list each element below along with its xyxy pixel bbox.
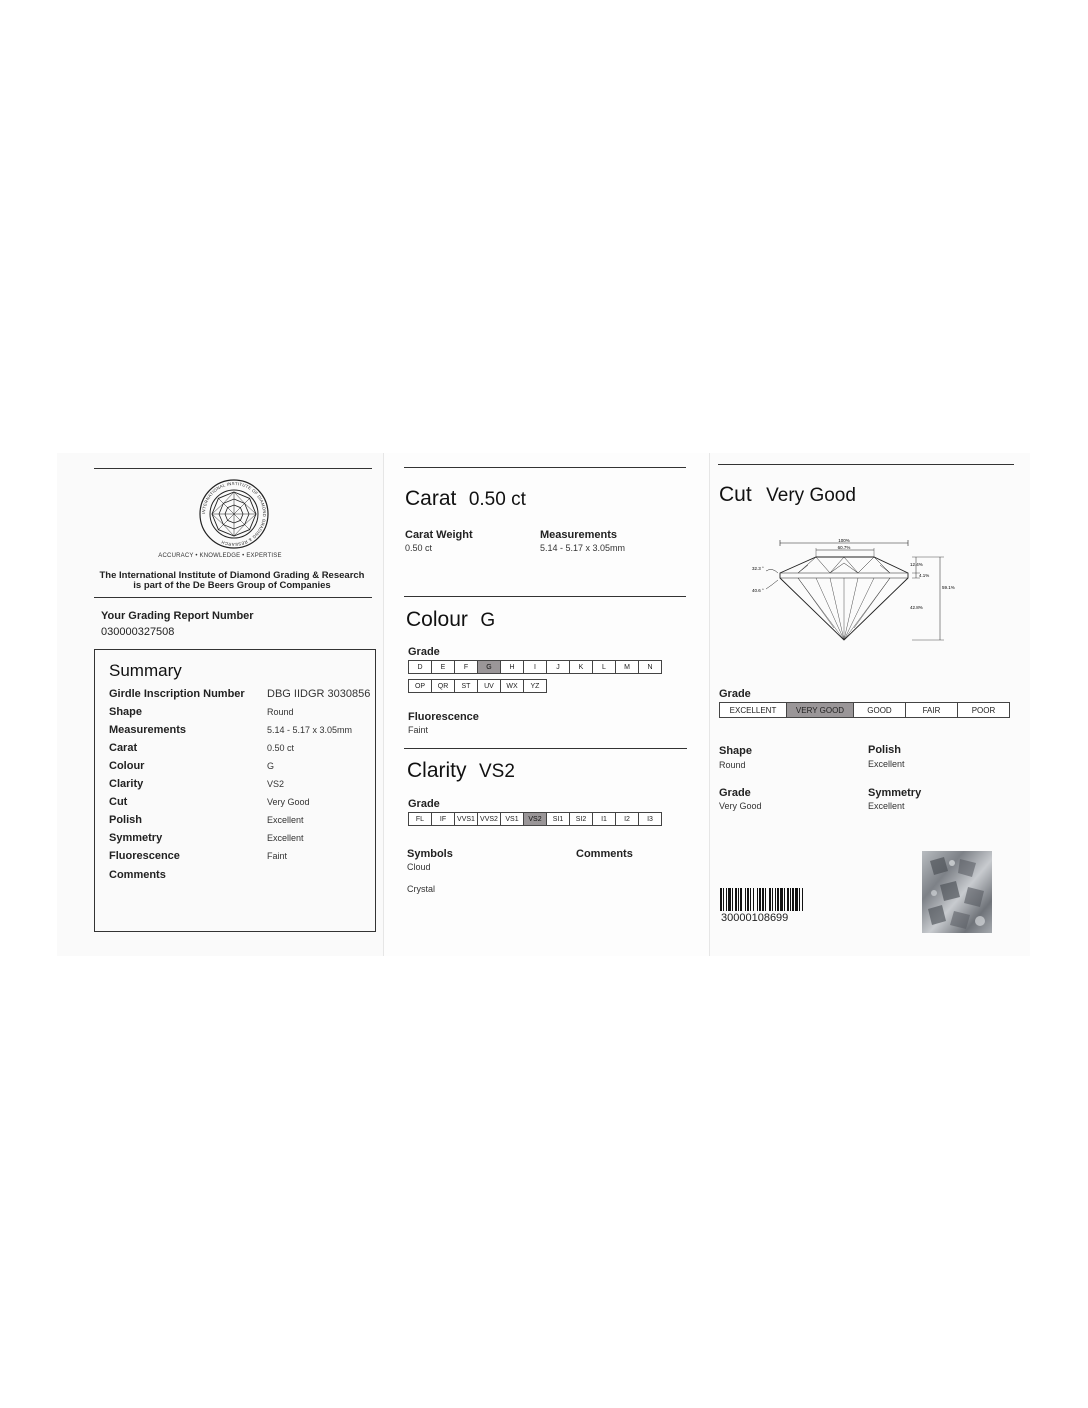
summary-row: Fluorescence Faint	[109, 850, 288, 862]
barcode-bar	[777, 888, 779, 911]
cut-heading: Cut Very Good	[719, 483, 856, 506]
cut-grade-label: Grade	[719, 688, 751, 700]
cut-scale-cell: VERY GOOD	[786, 702, 854, 718]
carat-heading: Carat 0.50 ct	[405, 487, 526, 510]
cut-scale-cell: EXCELLENT	[719, 702, 787, 718]
top-rule	[94, 468, 372, 469]
barcode-bar	[750, 888, 751, 911]
colour-scale-cell: UV	[477, 679, 501, 693]
barcode-bar	[787, 888, 789, 911]
barcode-bar	[765, 888, 766, 911]
institute-line1: The International Institute of Diamond Grading & Research	[99, 570, 365, 581]
colour-heading: Colour G	[406, 608, 496, 631]
fluorescence-value: Faint	[408, 725, 429, 735]
colour-scale-row1	[408, 660, 661, 674]
barcode-bar	[790, 888, 791, 911]
barcode-bar	[784, 888, 785, 911]
colour-scale-row2	[408, 679, 546, 693]
summary-row: Shape Round	[109, 706, 294, 718]
girdle-label: 4.1%	[919, 573, 930, 578]
colour-scale-cell: WX	[500, 679, 524, 693]
summary-row: Comments	[109, 869, 166, 881]
clarity-scale-cell: I3	[638, 812, 662, 826]
institute-rule	[94, 597, 372, 598]
barcode-bar	[732, 888, 733, 911]
top-rule	[718, 464, 1014, 465]
symbol-cloud: Cloud	[407, 862, 431, 872]
barcode-bar	[775, 888, 776, 911]
barcode-bar	[738, 888, 739, 911]
shape-label: Shape	[719, 745, 753, 757]
colour-scale-cell: F	[454, 660, 478, 674]
carat-weight-label: Carat Weight	[405, 529, 473, 541]
colour-scale-cell: H	[500, 660, 524, 674]
pavilion-depth-label: 42.8%	[910, 605, 923, 610]
barcode-bar	[762, 888, 764, 911]
colour-scale-cell: YZ	[523, 679, 547, 693]
summary-row: Clarity VS2	[109, 778, 285, 790]
barcode-bar	[795, 888, 798, 911]
report-number: 030000327508	[101, 626, 175, 638]
grade2-label: Grade	[719, 787, 751, 799]
barcode-bar	[799, 888, 800, 911]
clarity-comments-label: Comments	[576, 848, 633, 860]
polish-label: Polish	[868, 744, 902, 756]
colour-scale-cell: M	[615, 660, 639, 674]
colour-scale-cell: QR	[431, 679, 455, 693]
clarity-scale-cell: VS1	[500, 812, 524, 826]
panel-institute-summary	[57, 453, 383, 956]
table-inner-label: 60.7%	[837, 545, 851, 550]
panel-carat-colour-clarity	[383, 453, 709, 956]
colour-scale-cell: J	[546, 660, 570, 674]
shape-value: Round	[719, 760, 746, 770]
barcode-bar	[720, 888, 722, 911]
summary-box	[94, 649, 376, 932]
crown-angle-label: 32.3 °	[752, 566, 764, 571]
iidgr-seal-icon	[199, 479, 269, 549]
colour-scale-cell: N	[638, 660, 662, 674]
seal-text: INTERNATIONAL INSTITUTE OF DIAMOND GRADING & RESEARCH	[200, 480, 268, 548]
clarity-scale-cell: VVS2	[477, 812, 501, 826]
measurements-label: Measurements	[540, 529, 618, 541]
colour-scale-cell: K	[569, 660, 593, 674]
measurements-value: 5.14 - 5.17 x 3.05mm	[540, 543, 626, 553]
panel-cut	[709, 453, 1030, 956]
summary-row: Carat 0.50 ct	[109, 742, 295, 754]
summary-row: Girdle Inscription Number DBG IIDGR 3030856	[109, 688, 371, 700]
pavilion-angle-label: 40.6 °	[752, 588, 764, 593]
clarity-scale-cell: SI1	[546, 812, 570, 826]
barcode-bar	[740, 888, 742, 911]
clarity-scale-cell: IF	[431, 812, 455, 826]
barcode-bar	[759, 888, 761, 911]
clarity-scale-cell: VS2	[523, 812, 547, 826]
symbol-crystal: Crystal	[407, 884, 436, 894]
colour-grade-label: Grade	[408, 646, 440, 658]
colour-scale-cell: OP	[408, 679, 432, 693]
colour-scale-cell: D	[408, 660, 432, 674]
polish-value: Excellent	[868, 759, 905, 769]
cut-scale	[719, 702, 1009, 718]
table-outer-label: 100%	[838, 538, 850, 543]
clarity-scale-cell: FL	[408, 812, 432, 826]
barcode-bar	[769, 888, 771, 911]
carat-weight-value: 0.50 ct	[405, 543, 433, 553]
colour-scale-cell: G	[477, 660, 501, 674]
institute-tagline: ACCURACY • KNOWLEDGE • EXPERTISE	[158, 553, 282, 559]
cut-scale-cell: GOOD	[853, 702, 906, 718]
barcode-bar	[728, 888, 731, 911]
crown-height-label: 12.4%	[910, 562, 923, 567]
summary-row: Colour G	[109, 760, 275, 772]
institute-line2: is part of the De Beers Group of Companies	[133, 580, 331, 591]
colour-scale-cell: L	[592, 660, 616, 674]
summary-row: Measurements 5.14 - 5.17 x 3.05mm	[109, 724, 353, 736]
summary-row: Cut Very Good	[109, 796, 310, 808]
barcode-bar	[792, 888, 794, 911]
colour-scale-cell: ST	[454, 679, 478, 693]
clarity-scale	[408, 812, 661, 826]
barcode-bar	[757, 888, 758, 911]
clarity-scale-cell: SI2	[569, 812, 593, 826]
cut-scale-cell: POOR	[957, 702, 1010, 718]
barcode-number: 30000108699	[721, 912, 789, 924]
carat-rule	[404, 596, 686, 597]
hologram-seal-icon	[922, 851, 992, 933]
barcode-bar	[802, 888, 803, 911]
summary-title: Summary	[109, 661, 182, 680]
barcode-bar	[772, 888, 773, 911]
symmetry-value: Excellent	[868, 801, 905, 811]
barcode-bar	[780, 888, 783, 911]
barcode-bar	[747, 888, 749, 911]
fluorescence-label: Fluorescence	[408, 711, 479, 723]
barcode-bar	[735, 888, 737, 911]
colour-scale-cell: I	[523, 660, 547, 674]
summary-row: Symmetry Excellent	[109, 832, 304, 844]
colour-scale-cell: E	[431, 660, 455, 674]
barcode-bar	[745, 888, 746, 911]
grade2-value: Very Good	[719, 801, 762, 811]
summary-row: Polish Excellent	[109, 814, 304, 826]
clarity-grade-label: Grade	[408, 798, 440, 810]
report-number-label: Your Grading Report Number	[101, 610, 254, 622]
barcode	[720, 888, 872, 911]
clarity-heading: Clarity VS2	[407, 759, 515, 782]
cut-scale-cell: FAIR	[905, 702, 958, 718]
barcode-bar	[723, 888, 724, 911]
symbols-label: Symbols	[407, 848, 453, 860]
colour-rule	[404, 748, 687, 749]
total-depth-label: 59.1%	[942, 585, 955, 590]
symmetry-label: Symmetry	[868, 787, 922, 799]
grading-report-card	[57, 453, 1030, 956]
top-rule	[404, 467, 686, 468]
cut-proportions-diagram	[750, 533, 960, 648]
clarity-scale-cell: I2	[615, 812, 639, 826]
clarity-scale-cell: I1	[592, 812, 616, 826]
clarity-scale-cell: VVS1	[454, 812, 478, 826]
barcode-bar	[753, 888, 754, 911]
barcode-bar	[726, 888, 727, 911]
